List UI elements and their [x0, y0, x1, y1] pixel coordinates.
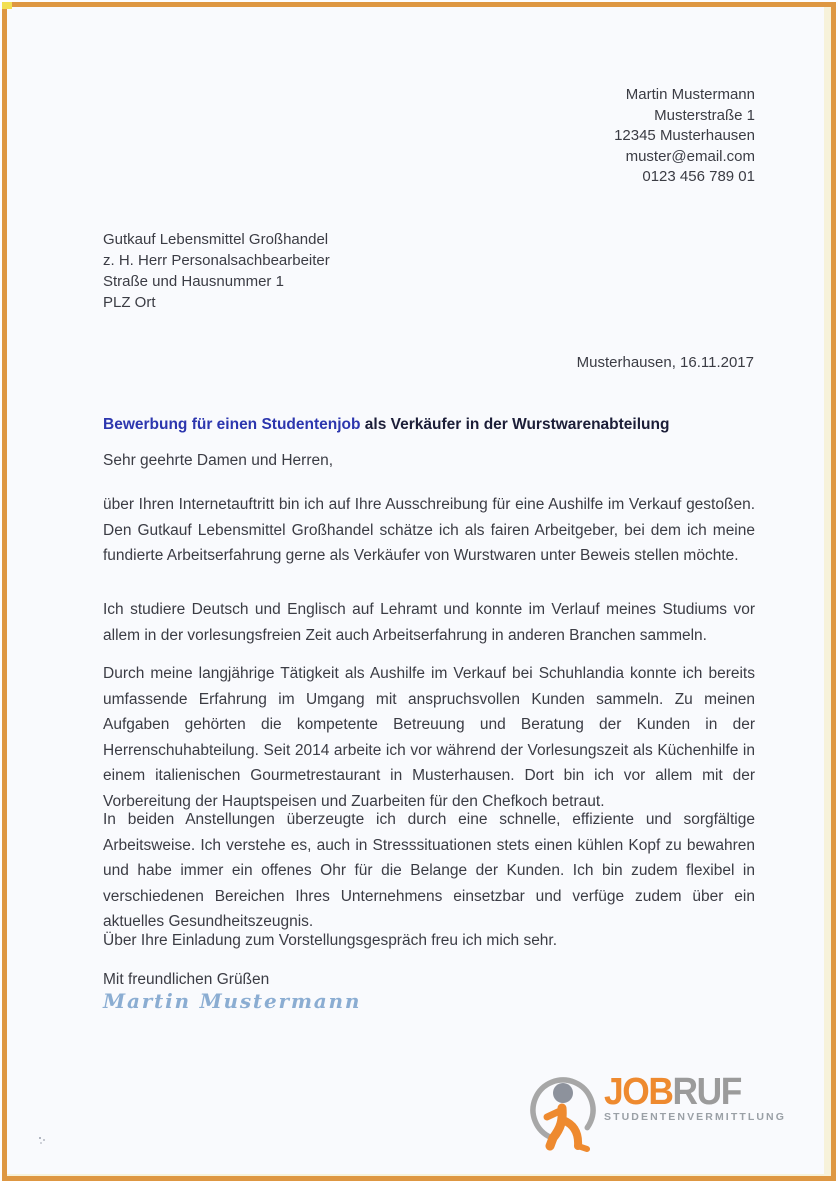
jobruf-word [604, 1071, 773, 1113]
subject-highlight: Bewerbung für einen Studentenjob [103, 416, 361, 433]
signature-text: Martin Mustermann [103, 989, 362, 1013]
subject-rest: als Verkäufer in der Wurstwarenabteilung [360, 416, 670, 433]
body-paragraph: Über Ihre Einladung zum Vorstellungsgespräch freu ich mich sehr. [103, 932, 558, 949]
recipient-address-block [103, 229, 330, 313]
recipient-street: Straße und Hausnummer 1 [103, 273, 284, 290]
body-paragraph: In beiden Anstellungen überzeugte ich durch eine schnelle, effiziente und sorgfältige Arbeitsweise. Ich verstehe es, auch in Stresssituationen stets einen kühlen Kopf zu bewahren und habe immer ein offenes Ohr für die Belange der Kunden. Ich bin zudem flexibel in verschiedenen Bereichen Ihres Unternehmens einsetzbar und verfüge zudem über ein aktuelles Gesundheitszeugnis. [103, 811, 755, 931]
corner-accent [2, 2, 12, 9]
sender-street: Musterstraße 1 [654, 106, 755, 124]
sender-city: 12345 Musterhausen [614, 127, 755, 145]
subject-line [103, 416, 757, 434]
jobruf-word-job: JOB [604, 1071, 673, 1113]
sender-address-block [614, 85, 755, 188]
body-paragraph: Durch meine langjährige Tätigkeit als Aushilfe im Verkauf bei Schuhlandia konnte ich bereits umfassende Erfahrung im Umgang mit anspruchsvollen Kunden sammeln. Zu meinen Aufgaben gehörten die kompetente Betreuung und Beratung der Kunden in der Herrenschuhabteilung. Seit 2014 arbeite ich vor während der Vorlesungszeit als Küchenhilfe in einem italienischen Gourmetrestaurant in Musterhausen. Dort bin ich vor allem mit der Vorbereitung der Hauptspeisen und Zuarbeiten für den Chefkoch betraut. [103, 665, 755, 810]
sender-phone: 0123 456 789 01 [642, 168, 755, 186]
recipient-company: Gutkauf Lebensmittel Großhandel [103, 231, 329, 248]
jobruf-logo [523, 1071, 786, 1154]
date-line: Musterhausen, 16.11.2017 [576, 354, 754, 371]
closing-regards: Mit freundlichen Grüßen [103, 971, 270, 988]
jobruf-wordmark [604, 1071, 786, 1123]
sender-email: muster@email.com [625, 147, 755, 165]
sender-name: Martin Mustermann [625, 86, 755, 103]
body-paragraph: Ich studiere Deutsch und Englisch auf Lehramt und konnte im Verlauf meines Studiums vor allem in der vorlesungsfreien Zeit auch Arbeitserfahrung in anderen Branchen sammeln. [103, 601, 755, 644]
jobruf-tagline: STUDENTENVERMITTLUNG [604, 1111, 786, 1123]
jobruf-word-ruf: RUF [672, 1071, 741, 1113]
salutation: Sehr geehrte Damen und Herren, [103, 452, 334, 469]
page-artifact-mark [39, 1137, 41, 1139]
recipient-city: PLZ Ort [103, 294, 156, 311]
jobruf-figure-icon [523, 1072, 603, 1154]
recipient-attention: z. H. Herr Personalsachbearbeiter [103, 252, 330, 269]
body-paragraph: über Ihren Internetauftritt bin ich auf Ihre Ausschreibung für eine Aushilfe im Verkauf gestoßen. Den Gutkauf Lebensmittel Großhandel schätze ich als fairen Arbeitgeber, bei dem ich meine fundierte Arbeitserfahrung gerne als Verkäufer von Wurstwaren unter Beweis stellen möchte. [103, 496, 755, 565]
